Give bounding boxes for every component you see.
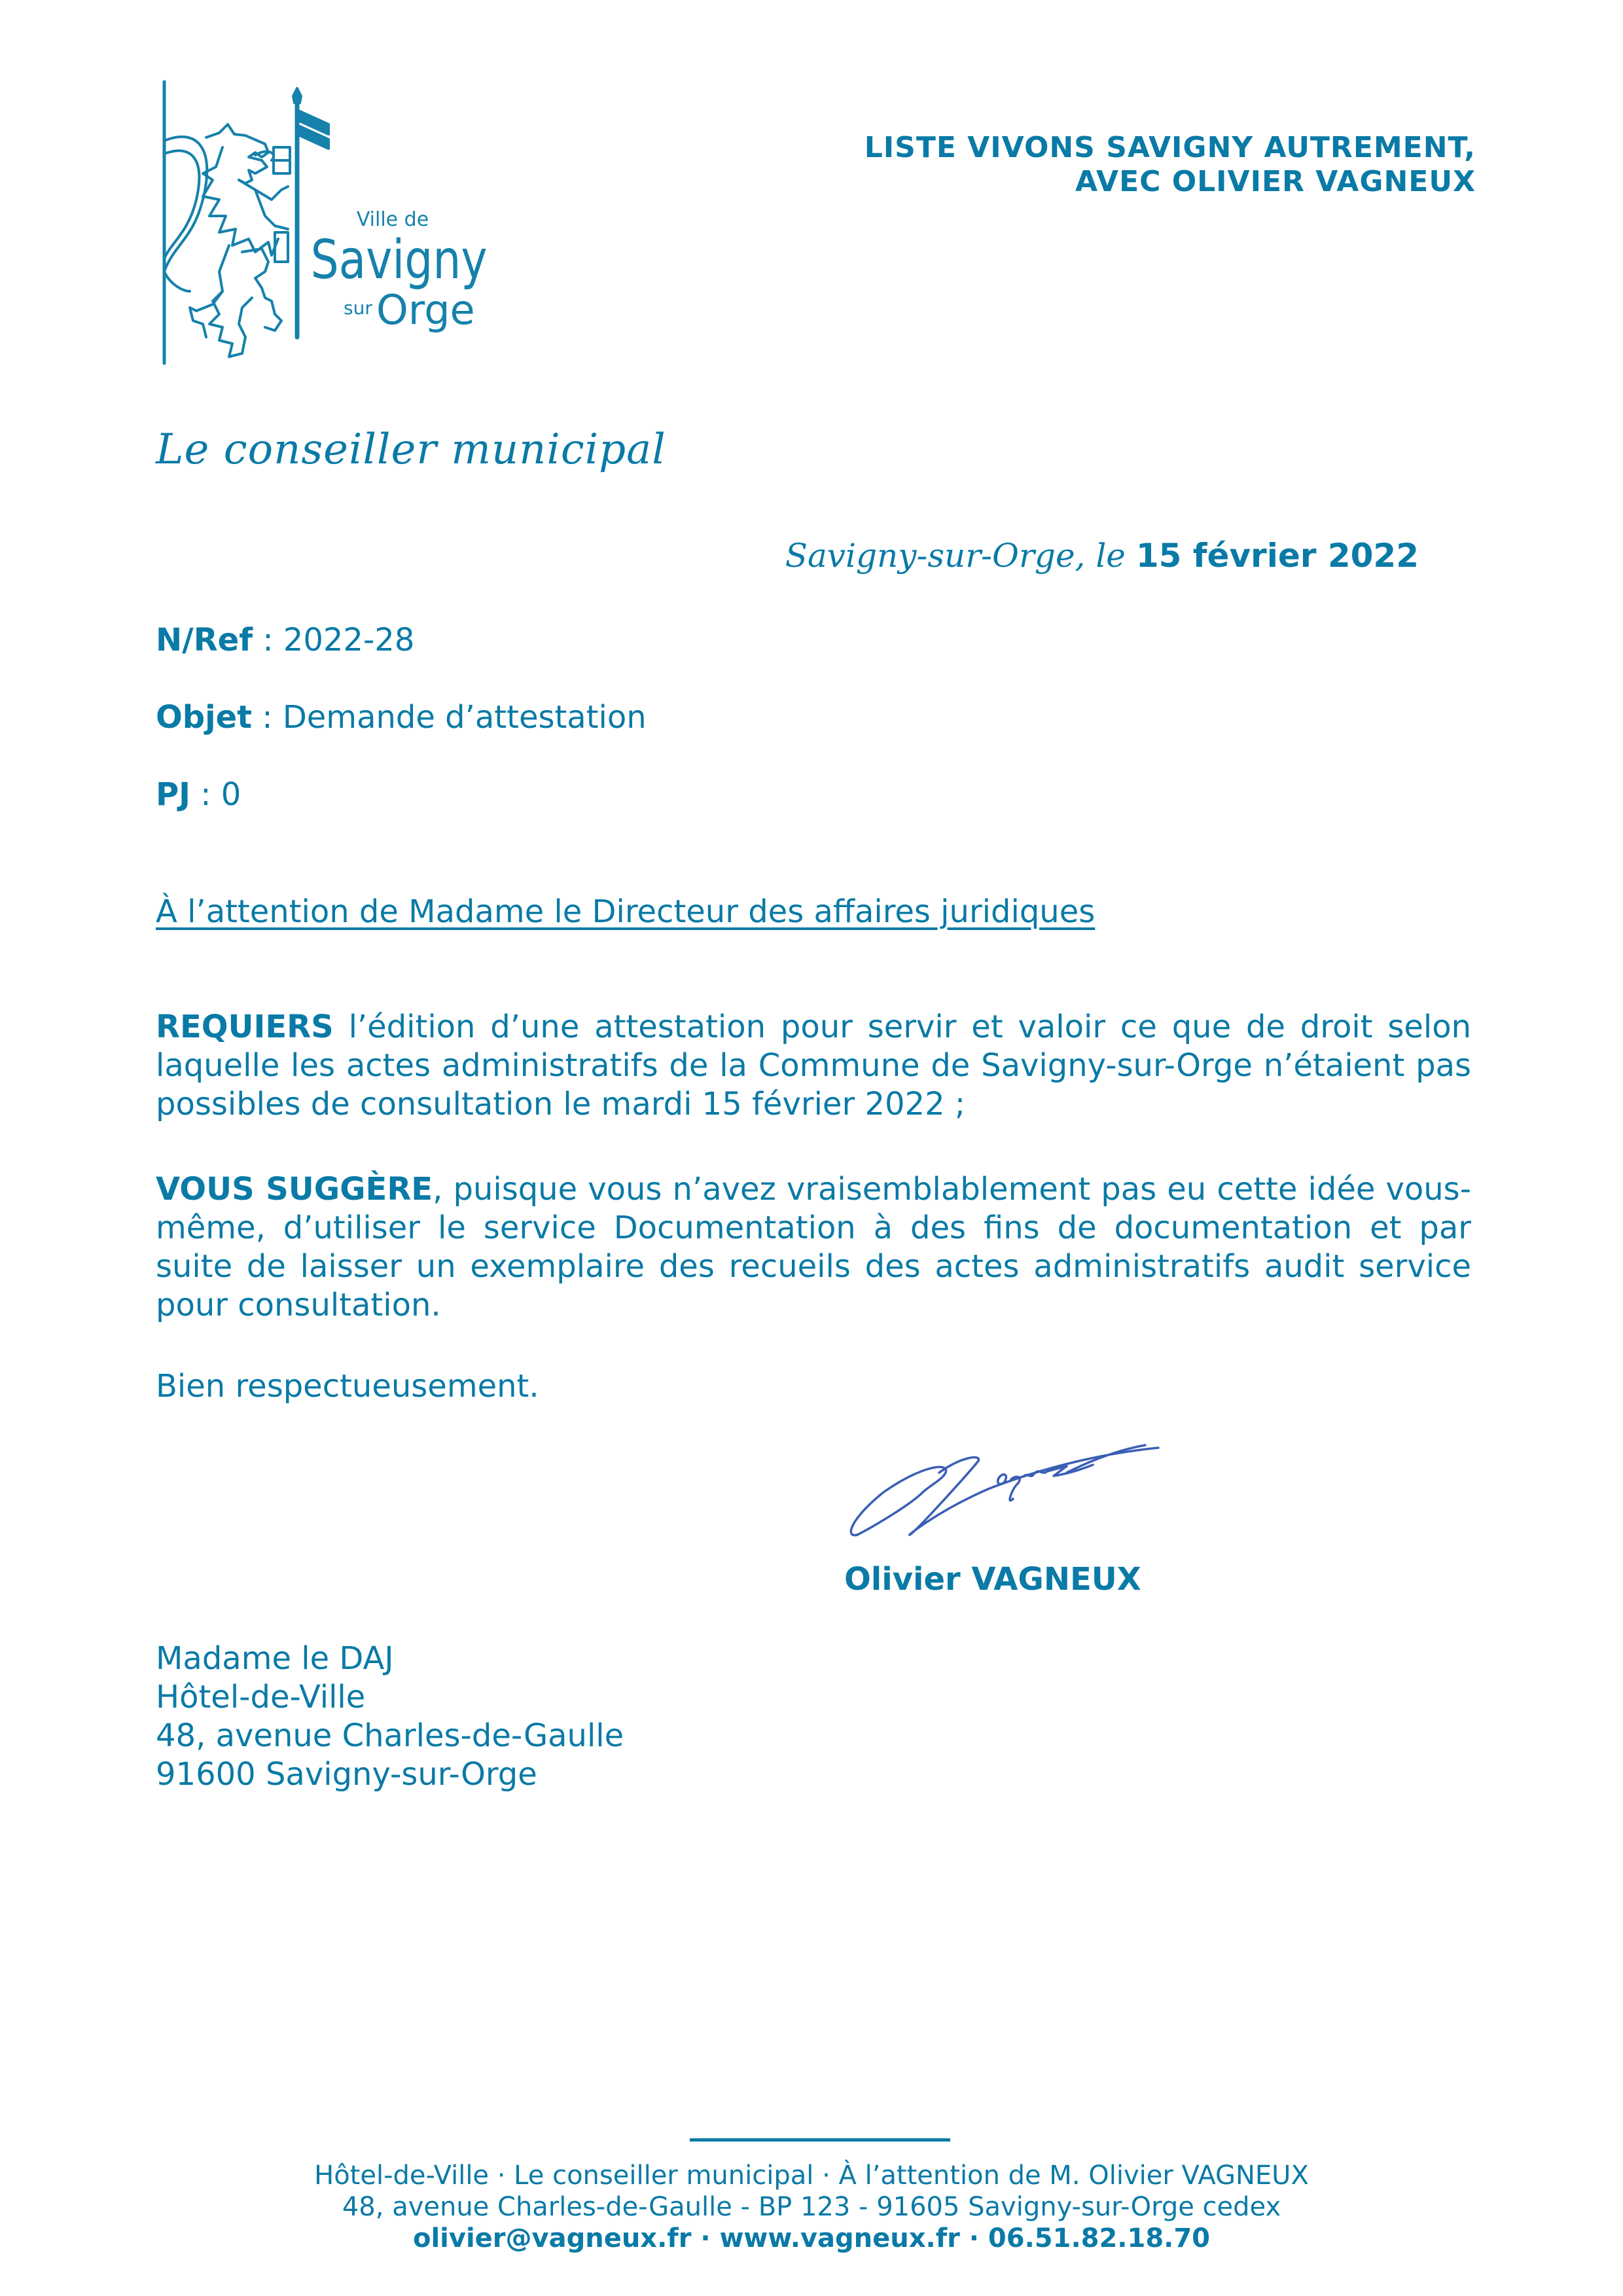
footer-line2: 48, avenue Charles-de-Gaulle - BP 123 - 91605 Savigny-sur-Orge cedex — [342, 2192, 1281, 2222]
header-title-line2: AVEC OLIVIER VAGNEUX — [1075, 165, 1476, 198]
dateline-date: 15 février 2022 — [1135, 537, 1419, 575]
paragraph-suggestion-text: , puisque vous n’avez vraisemblablement pas eu cette idée vous-même, d’utiliser le service Documentation à des fins de documentation et par suite de laisser un exemplaire des recueils des actes administratifs audit service pour consultation. — [156, 1171, 1472, 1323]
attention-line: À l’attention de Madame le Directeur des affaires juridiques — [156, 893, 1096, 930]
recipient-address-line3: 48, avenue Charles-de-Gaulle — [156, 1717, 624, 1754]
attachments-line — [156, 776, 241, 813]
signature-icon — [831, 1414, 1198, 1551]
object-value: : Demande d’attestation — [252, 699, 647, 736]
recipient-address-line2: Hôtel-de-Ville — [156, 1679, 366, 1715]
logo-line1: Ville de — [356, 208, 429, 231]
paragraph-suggestion-lead: VOUS SUGGÈRE — [156, 1171, 433, 1208]
dateline — [785, 537, 1419, 575]
attachments-value: : 0 — [190, 776, 241, 813]
footer-line1: Hôtel-de-Ville · Le conseiller municipal · À l’attention de M. Olivier VAGNEUX — [314, 2161, 1309, 2191]
recipient-address-line1: Madame le DAJ — [156, 1640, 394, 1677]
dateline-place: Savigny-sur-Orge, le — [785, 537, 1126, 575]
logo-line3-small: sur — [344, 297, 372, 319]
object-line — [156, 699, 647, 736]
signer-name: Olivier VAGNEUX — [844, 1561, 1141, 1598]
object-label: Objet — [156, 699, 253, 736]
closing-line: Bien respectueusement. — [156, 1368, 539, 1405]
header-title-line1: LISTE VIVONS SAVIGNY AUTREMENT, — [864, 131, 1476, 164]
sender-role: Le conseiller municipal — [156, 425, 666, 474]
footer-divider — [690, 2138, 950, 2142]
reference-value: : 2022-28 — [253, 622, 415, 658]
lion-rampant-with-banner-icon — [157, 75, 497, 376]
reference-label: N/Ref — [156, 622, 253, 658]
paragraph-request-text: l’édition d’une attestation pour servir et valoir ce que de droit selon laquelle les actes administratifs de la Commune de Savigny-sur-Orge n’étaient pas possibles de consultation le mardi 15 février 2022 ; — [156, 1009, 1471, 1122]
city-logo — [157, 75, 497, 376]
recipient-address — [156, 1640, 624, 1794]
paragraph-request-lead: REQUIERS — [156, 1009, 334, 1045]
handwritten-signature — [831, 1414, 1198, 1551]
header-title — [865, 131, 1476, 199]
footer-contact: olivier@vagneux.fr · www.vagneux.fr · 06.51.82.18.70 — [412, 2223, 1211, 2253]
recipient-address-line4: 91600 Savigny-sur-Orge — [156, 1756, 537, 1793]
logo-line2: Savigny — [310, 228, 488, 291]
paragraph-request — [156, 1008, 1471, 1124]
reference-line — [156, 622, 414, 658]
attachments-label: PJ — [156, 776, 191, 813]
logo-line3: Orge — [376, 286, 475, 334]
paragraph-suggestion — [156, 1170, 1471, 1325]
